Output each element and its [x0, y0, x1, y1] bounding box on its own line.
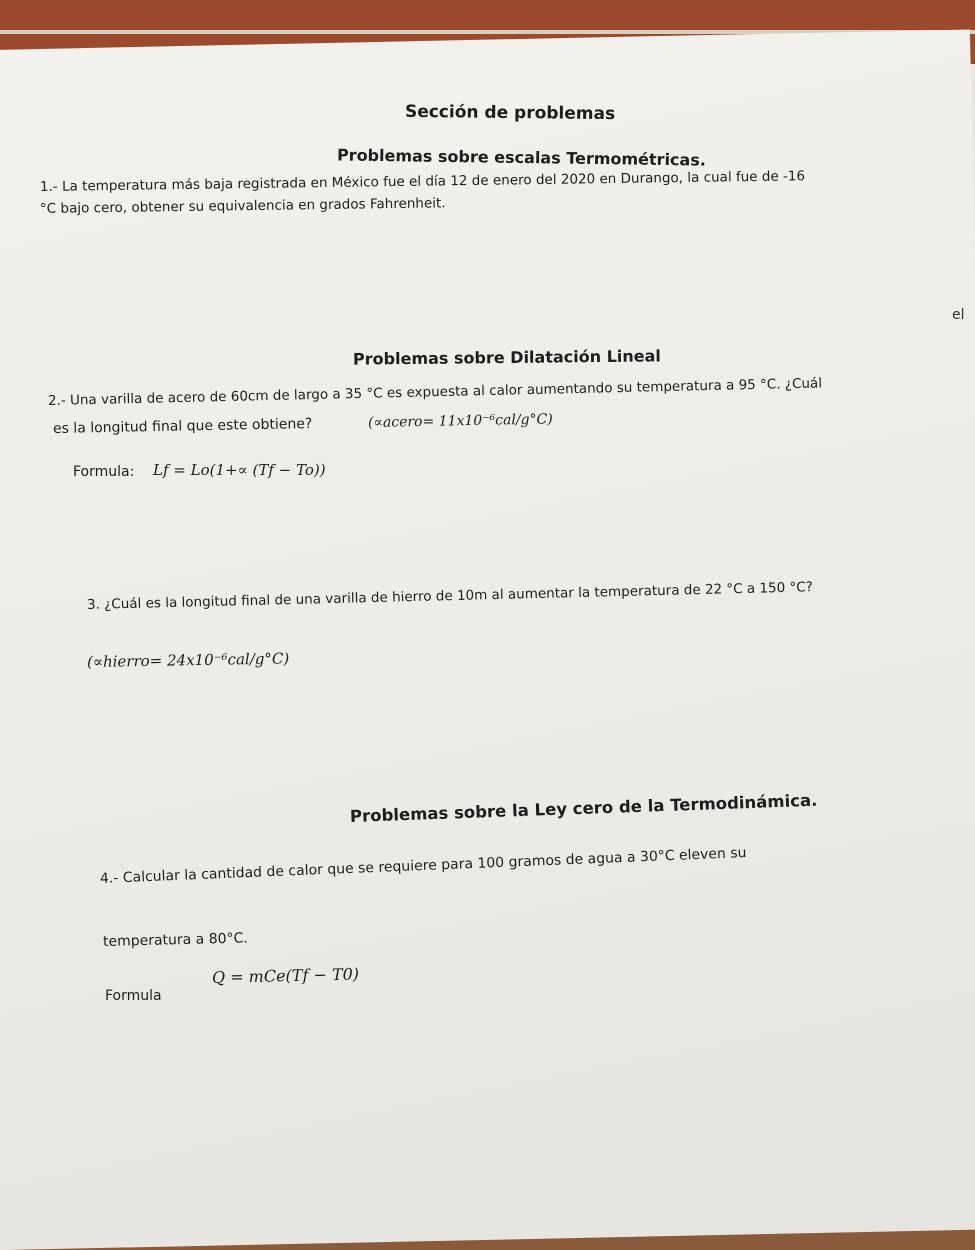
formula-label-calor: Formula: [105, 988, 162, 1004]
problem-3-line-1: 3. ¿Cuál es la longitud final de una varilla de hierro de 10m al aumentar la temperatura de 22 °C a 150 °C?: [86, 579, 814, 613]
problem-2-line-2: es la longitud final que este obtiene?: [52, 416, 313, 437]
problem-1-line-2: °C bajo cero, obtener su equivalencia en grados Fahrenheit.: [39, 195, 446, 217]
problem-1-line-1: 1.- La temperatura más baja registrada en México fue el día 12 de enero del 2020 en Durango, la cual fue de -16: [39, 168, 806, 195]
problem-3-coefficient: (∝hierro= 24x10⁻⁶cal/g°C): [86, 649, 290, 671]
problem-2-line-1: 2.- Una varilla de acero de 60cm de largo a 35 °C es expuesta al calor aumentando su temperatura a 95 °C. ¿Cuál: [47, 375, 823, 409]
problem-4-line-1: 4.- Calcular la cantidad de calor que se requiere para 100 gramos de agua a 30°C eleven su: [99, 845, 747, 887]
problem-2-coefficient: (∝acero= 11x10⁻⁶cal/g°C): [367, 411, 553, 431]
ley-cero-heading: Problemas sobre la Ley cero de la Termodinámica.: [349, 790, 818, 826]
scales-heading: Problemas sobre escalas Termométricas.: [336, 145, 707, 170]
problem-4-line-2: temperatura a 80°C.: [102, 930, 248, 950]
formula-dilatacion: Lf = Lo(1+∝ (Tf − To)): [153, 461, 326, 479]
formula-label-dilatacion: Formula:: [73, 464, 135, 480]
formula-calor: Q = mCe(Tf − T0): [211, 964, 360, 987]
section-title: Sección de problemas: [404, 101, 616, 125]
margin-mark: el: [952, 307, 965, 323]
dilatacion-heading: Problemas sobre Dilatación Lineal: [352, 346, 661, 369]
